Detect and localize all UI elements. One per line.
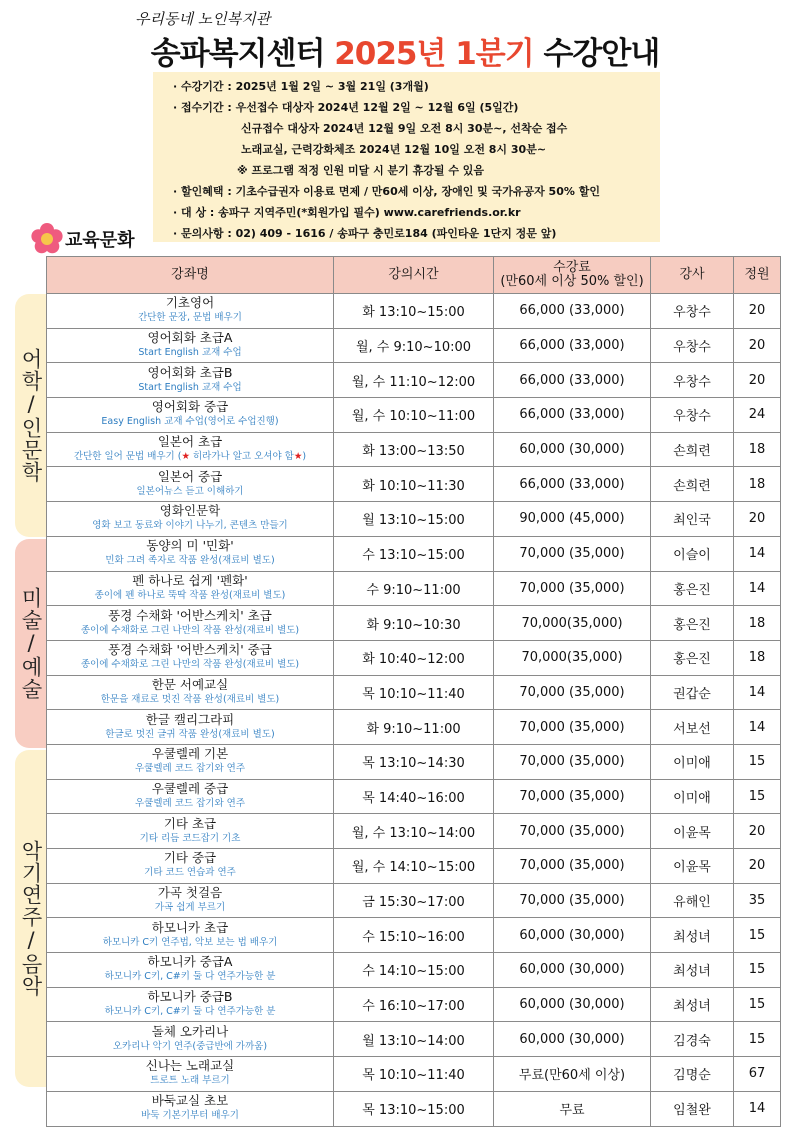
- course-capacity: 14: [734, 571, 781, 606]
- table-row: [47, 744, 781, 779]
- course-name: 동양의 미 '민화': [146, 538, 234, 554]
- table-row: [47, 294, 781, 329]
- section-header: [30, 222, 135, 256]
- info-new-application: 신규접수 대상자 2024년 12월 9일 오전 8시 30분~, 선착순 접수: [241, 122, 568, 135]
- course-name: 일본어 중급: [157, 468, 223, 484]
- section-label: 교육문화: [65, 230, 135, 251]
- course-teacher: 손희련: [651, 467, 734, 502]
- info-contact: · 문의사항 : 02) 409 - 1616 / 송파구 충민로184 (파인타운 1단지 정문 앞): [173, 227, 557, 240]
- course-time: 월, 수 13:10~14:00: [334, 814, 494, 849]
- course-name-cell: [47, 328, 334, 363]
- table-row: [47, 849, 781, 884]
- table-row: [47, 710, 781, 745]
- table-row: [47, 467, 781, 502]
- course-name: 영화인문학: [159, 503, 221, 519]
- page-title: [0, 28, 810, 73]
- table-row: [47, 883, 781, 918]
- table-row: [47, 953, 781, 988]
- course-name-cell: [47, 467, 334, 502]
- course-capacity: 20: [734, 502, 781, 537]
- course-time: 월 13:10~15:00: [334, 502, 494, 537]
- course-desc: 트로트 노래 부르기: [150, 1075, 230, 1087]
- table-row: [47, 1091, 781, 1126]
- course-time: 목 10:10~11:40: [334, 675, 494, 710]
- table-row: [47, 918, 781, 953]
- table-row: [47, 675, 781, 710]
- course-desc: 종이에 수채화로 그린 나만의 작품 완성(재료비 별도): [80, 624, 300, 636]
- course-desc: 민화 그려 족자로 작품 완성(재료비 별도): [105, 555, 275, 567]
- course-time: 수 9:10~11:00: [334, 571, 494, 606]
- course-name-cell: [47, 883, 334, 918]
- course-capacity: 15: [734, 779, 781, 814]
- course-name: 바둑교실 초보: [151, 1093, 229, 1109]
- course-fee: 60,000 (30,000): [494, 953, 651, 988]
- course-capacity: 14: [734, 536, 781, 571]
- table-row: [47, 328, 781, 363]
- course-name: 신나는 노래교실: [145, 1058, 235, 1074]
- course-capacity: 15: [734, 987, 781, 1022]
- course-name-cell: [47, 536, 334, 571]
- category-label: 악기연주/음악: [19, 840, 43, 997]
- course-time: 목 13:10~15:00: [334, 1091, 494, 1126]
- course-fee: 66,000 (33,000): [494, 398, 651, 433]
- course-desc: 종이에 펜 하나로 뚝딱 작품 완성(재료비 별도): [94, 589, 286, 601]
- course-teacher: 권갑순: [651, 675, 734, 710]
- course-teacher: 김경숙: [651, 1022, 734, 1057]
- course-name-cell: [47, 814, 334, 849]
- course-capacity: 14: [734, 675, 781, 710]
- course-time: 목 13:10~14:30: [334, 744, 494, 779]
- course-fee: 70,000 (35,000): [494, 571, 651, 606]
- course-name-cell: [47, 1022, 334, 1057]
- course-name-cell: [47, 987, 334, 1022]
- star-icon: ★: [181, 451, 190, 463]
- course-teacher: 최인국: [651, 502, 734, 537]
- course-time: 수 14:10~15:00: [334, 953, 494, 988]
- course-desc: 간단한 일어 문법 배우기 (★ 히라가나 알고 오셔야 함★): [73, 451, 307, 463]
- course-name-cell: [47, 571, 334, 606]
- course-desc: 우쿨렐레 코드 잡기와 연주: [134, 797, 245, 809]
- course-name: 펜 하나로 쉽게 '펜화': [132, 572, 248, 588]
- course-name: 우쿨렐레 중급: [151, 780, 229, 796]
- table-row: [47, 363, 781, 398]
- subtitle: 우리동네 노인복지관: [135, 10, 271, 28]
- course-fee: 무료(만60세 이상): [494, 1057, 651, 1092]
- course-teacher: 우창수: [651, 328, 734, 363]
- course-name: 가곡 첫걸음: [157, 885, 223, 901]
- course-desc: 바둑 기본기부터 배우기: [141, 1110, 239, 1122]
- course-fee: 60,000 (30,000): [494, 987, 651, 1022]
- course-capacity: 67: [734, 1057, 781, 1092]
- course-name-cell: [47, 294, 334, 329]
- course-capacity: 18: [734, 640, 781, 675]
- course-capacity: 15: [734, 744, 781, 779]
- course-teacher: 이미애: [651, 744, 734, 779]
- table-row: [47, 1022, 781, 1057]
- course-teacher: 이슬이: [651, 536, 734, 571]
- course-fee: 70,000 (35,000): [494, 883, 651, 918]
- course-name: 일본어 초급: [157, 434, 223, 450]
- course-desc: 하모니카 C키, C#키 둘 다 연주가능한 분: [104, 1006, 276, 1018]
- course-fee: 60,000 (30,000): [494, 918, 651, 953]
- category-art: [15, 539, 46, 748]
- table-row: [47, 814, 781, 849]
- course-capacity: 35: [734, 883, 781, 918]
- course-name: 영어회화 중급: [151, 399, 229, 415]
- category-label: 미술/예술: [19, 587, 43, 700]
- course-teacher: 이미애: [651, 779, 734, 814]
- course-name: 하모니카 초급: [151, 919, 229, 935]
- course-name: 풍경 수채화 '어반스케치' 중급: [108, 642, 272, 658]
- course-name: 한글 캘리그라피: [145, 711, 235, 727]
- course-name: 기초영어: [165, 295, 215, 311]
- header-fee: [494, 257, 651, 294]
- course-fee: 70,000 (35,000): [494, 710, 651, 745]
- course-desc: 하모니카 C키 연주법, 악보 보는 법 배우기: [102, 936, 278, 948]
- course-time: 수 16:10~17:00: [334, 987, 494, 1022]
- course-name: 돌체 오카리나: [151, 1023, 229, 1039]
- course-fee: 66,000 (33,000): [494, 328, 651, 363]
- course-name-cell: [47, 953, 334, 988]
- course-name-cell: [47, 710, 334, 745]
- course-capacity: 20: [734, 814, 781, 849]
- course-desc: 한문을 재료로 멋진 작품 완성(재료비 별도): [100, 693, 280, 705]
- course-name-cell: [47, 398, 334, 433]
- course-capacity: 20: [734, 363, 781, 398]
- star-icon: ★: [293, 451, 303, 463]
- course-name-cell: [47, 779, 334, 814]
- course-name: 우쿨렐레 기본: [151, 746, 229, 762]
- course-fee: 70,000(35,000): [494, 606, 651, 641]
- course-teacher: 유해인: [651, 883, 734, 918]
- table-row: [47, 606, 781, 641]
- course-fee: 70,000 (35,000): [494, 814, 651, 849]
- category-label: 어학/인문학: [19, 348, 43, 483]
- header-capacity: 정원: [734, 257, 781, 294]
- course-capacity: 14: [734, 710, 781, 745]
- course-fee: 70,000 (35,000): [494, 536, 651, 571]
- course-teacher: 우창수: [651, 363, 734, 398]
- course-teacher: 우창수: [651, 294, 734, 329]
- course-capacity: 14: [734, 1091, 781, 1126]
- course-fee: 66,000 (33,000): [494, 363, 651, 398]
- table-row: [47, 432, 781, 467]
- course-time: 금 15:30~17:00: [334, 883, 494, 918]
- header-course-name: 강좌명: [47, 257, 334, 294]
- course-capacity: 20: [734, 849, 781, 884]
- course-name: 기타 중급: [163, 850, 217, 866]
- course-name-cell: [47, 640, 334, 675]
- course-fee: 66,000 (33,000): [494, 467, 651, 502]
- course-desc: 일본어뉴스 듣고 이해하기: [136, 485, 244, 497]
- info-box: [153, 72, 660, 242]
- course-capacity: 18: [734, 467, 781, 502]
- course-name-cell: [47, 675, 334, 710]
- course-fee: 70,000 (35,000): [494, 779, 651, 814]
- course-name-cell: [47, 432, 334, 467]
- course-time: 수 15:10~16:00: [334, 918, 494, 953]
- header-fee-discount: (만60세 이상 50% 할인): [500, 274, 644, 289]
- course-name-cell: [47, 606, 334, 641]
- course-name-cell: [47, 502, 334, 537]
- course-fee: 70,000 (35,000): [494, 744, 651, 779]
- course-desc: 간단한 문장, 문법 배우기: [138, 312, 242, 324]
- header-time: 강의시간: [334, 257, 494, 294]
- course-name-cell: [47, 1057, 334, 1092]
- course-time: 월, 수 9:10~10:00: [334, 328, 494, 363]
- course-name-cell: [47, 849, 334, 884]
- course-table: [46, 256, 781, 1127]
- course-name-cell: [47, 918, 334, 953]
- course-teacher: 최성녀: [651, 918, 734, 953]
- course-capacity: 24: [734, 398, 781, 433]
- course-time: 화 13:10~15:00: [334, 294, 494, 329]
- course-name: 풍경 수채화 '어반스케치' 초급: [108, 607, 272, 623]
- table-row: [47, 502, 781, 537]
- course-time: 목 14:40~16:00: [334, 779, 494, 814]
- course-desc: 영화 보고 동료와 이야기 나누기, 콘텐츠 만들기: [92, 520, 288, 532]
- course-capacity: 20: [734, 294, 781, 329]
- course-capacity: 18: [734, 432, 781, 467]
- header-teacher: 강사: [651, 257, 734, 294]
- title-prefix: 송파복지센터: [150, 36, 335, 72]
- course-fee: 70,000(35,000): [494, 640, 651, 675]
- course-teacher: 홍은진: [651, 571, 734, 606]
- info-song-class: 노래교실, 근력강화체조 2024년 12월 10일 오전 8시 30분~: [241, 143, 547, 156]
- info-notice: ※ 프로그램 적정 인원 미달 시 분기 휴강될 수 있음: [237, 164, 485, 177]
- course-teacher: 우창수: [651, 398, 734, 433]
- course-time: 월, 수 11:10~12:00: [334, 363, 494, 398]
- course-time: 화 9:10~11:00: [334, 710, 494, 745]
- course-time: 월, 수 10:10~11:00: [334, 398, 494, 433]
- course-time: 목 10:10~11:40: [334, 1057, 494, 1092]
- course-time: 화 10:10~11:30: [334, 467, 494, 502]
- course-name: 한문 서예교실: [151, 676, 229, 692]
- course-desc: Start English 교재 수업: [138, 381, 242, 393]
- course-capacity: 18: [734, 606, 781, 641]
- course-name-cell: [47, 744, 334, 779]
- table-row: [47, 571, 781, 606]
- course-time: 월, 수 14:10~15:00: [334, 849, 494, 884]
- course-desc: 기타 리듬 코드잡기 기초: [139, 832, 241, 844]
- info-period: · 수강기간 : 2025년 1월 2일 ~ 3월 21일 (3개월): [173, 80, 429, 93]
- table-header-row: [47, 257, 781, 294]
- info-discount: · 할인혜택 : 기초수급권자 이용료 면제 / 만60세 이상, 장애인 및 국가유공자 50% 할인: [173, 185, 600, 198]
- course-fee: 70,000 (35,000): [494, 849, 651, 884]
- table-row: [47, 987, 781, 1022]
- header-fee-label: 수강료: [553, 260, 591, 275]
- course-time: 화 13:00~13:50: [334, 432, 494, 467]
- table-row: [47, 536, 781, 571]
- course-desc: 우쿨렐레 코드 잡기와 연주: [134, 763, 245, 775]
- course-teacher: 최성녀: [651, 953, 734, 988]
- course-name: 하모니카 중급A: [147, 954, 233, 970]
- course-teacher: 이윤목: [651, 814, 734, 849]
- course-desc: 한글로 멋진 글귀 작품 완성(재료비 별도): [105, 728, 275, 740]
- course-teacher: 임철완: [651, 1091, 734, 1126]
- course-fee: 90,000 (45,000): [494, 502, 651, 537]
- category-music: [15, 750, 46, 1087]
- course-teacher: 손희련: [651, 432, 734, 467]
- course-desc: 오카리나 악기 연주(중급반에 가까움): [112, 1040, 268, 1052]
- course-time: 화 10:40~12:00: [334, 640, 494, 675]
- course-teacher: 김명순: [651, 1057, 734, 1092]
- course-name: 영어회화 초급B: [147, 364, 233, 380]
- course-teacher: 서보선: [651, 710, 734, 745]
- course-desc: 가곡 쉽게 부르기: [154, 902, 226, 914]
- course-name: 영어회화 초급A: [147, 330, 233, 346]
- course-name: 기타 초급: [163, 815, 217, 831]
- category-language: [15, 294, 46, 537]
- course-teacher: 이윤목: [651, 849, 734, 884]
- course-name: 하모니카 중급B: [147, 989, 233, 1005]
- course-capacity: 15: [734, 918, 781, 953]
- table-row: [47, 1057, 781, 1092]
- table-row: [47, 779, 781, 814]
- course-time: 월 13:10~14:00: [334, 1022, 494, 1057]
- course-name-cell: [47, 1091, 334, 1126]
- table-row: [47, 640, 781, 675]
- info-application: · 접수기간 : 우선접수 대상자 2024년 12월 2일 ~ 12월 6일 (5일간): [173, 101, 519, 114]
- flower-icon: [30, 222, 64, 256]
- course-teacher: 최성녀: [651, 987, 734, 1022]
- course-time: 수 13:10~15:00: [334, 536, 494, 571]
- course-desc: Easy English 교재 수업(영어로 수업진행): [101, 416, 279, 428]
- course-capacity: 15: [734, 1022, 781, 1057]
- title-suffix: 수강안내: [533, 36, 660, 72]
- course-desc: Start English 교재 수업: [138, 347, 242, 359]
- table-row: [47, 398, 781, 433]
- course-time: 화 9:10~10:30: [334, 606, 494, 641]
- course-fee: 무료: [494, 1091, 651, 1126]
- course-capacity: 15: [734, 953, 781, 988]
- title-accent: 2025년 1분기: [334, 36, 534, 72]
- course-fee: 66,000 (33,000): [494, 294, 651, 329]
- course-desc: 기타 코드 연습과 연주: [144, 867, 236, 879]
- course-fee: 60,000 (30,000): [494, 432, 651, 467]
- course-name-cell: [47, 363, 334, 398]
- course-capacity: 20: [734, 328, 781, 363]
- course-teacher: 홍은진: [651, 606, 734, 641]
- course-fee: 70,000 (35,000): [494, 675, 651, 710]
- course-desc: 하모니카 C키, C#키 둘 다 연주가능한 분: [104, 971, 276, 983]
- info-target: · 대 상 : 송파구 지역주민(*회원가입 필수) www.carefriends.or.kr: [173, 206, 521, 219]
- course-fee: 60,000 (30,000): [494, 1022, 651, 1057]
- course-teacher: 홍은진: [651, 640, 734, 675]
- course-desc: 종이에 수채화로 그린 나만의 작품 완성(재료비 별도): [80, 659, 300, 671]
